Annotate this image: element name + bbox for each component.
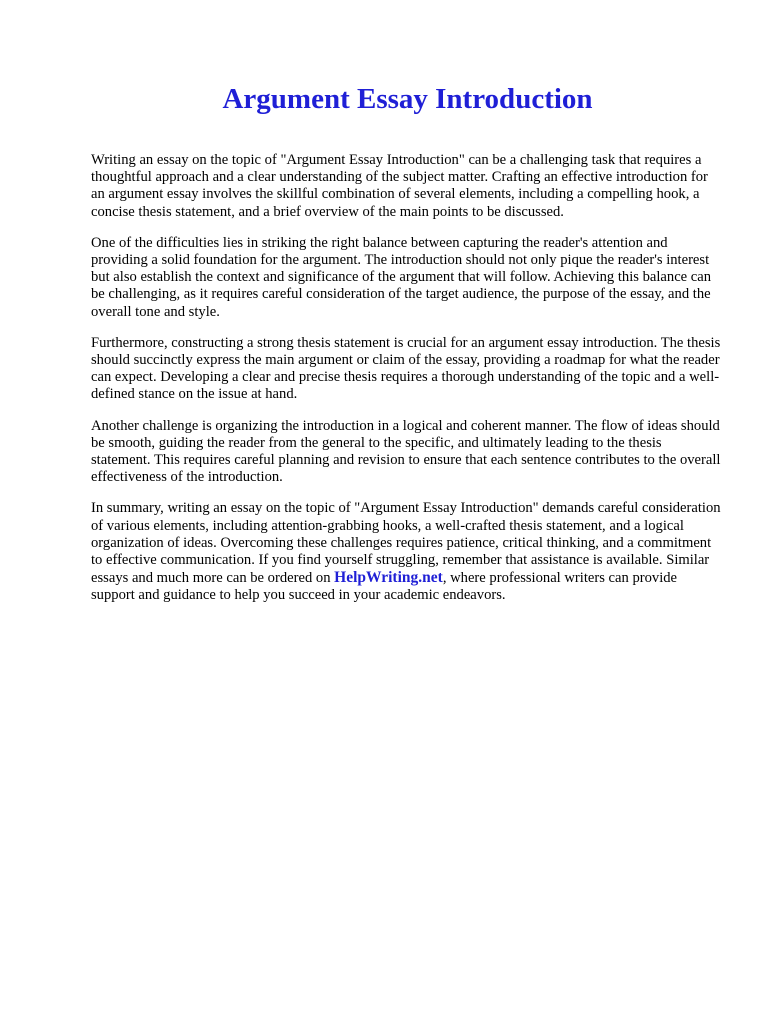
document-title: Argument Essay Introduction [222, 83, 593, 115]
summary-text-after-link: , where professional writers can provide support and guidance to help you succeed in your academic endeavors. [91, 570, 678, 604]
paragraph-2: One of the difficulties lies in striking the right balance between capturing the reader's attention and providing a solid foundation for the argument. The introduction should not only pique the reader's interest but also establish the context and significance of the argument that will follow. Achieving this balance can be challenging, as it requires careful consideration of the target audience, the purpose of the essay, and the overall tone and style. [91, 234, 712, 320]
paragraph-3: Furthermore, constructing a strong thesis statement is crucial for an argument essay introduction. The thesis should succinctly express the main argument or claim of the essay, providing a roadmap for what the reader can expect. Developing a clear and precise thesis requires a thorough understanding of the topic and a well-defined stance on the issue at hand. [91, 334, 721, 403]
summary-text-before-link: In summary, writing an essay on the topic of "Argument Essay Introduction" demands careful consideration of various elements, including attention-grabbing hooks, a well-crafted thesis statement, and a logical organization of ideas. Overcoming these challenges requires patience, critical thinking, and a commitment to effective communication. If you find yourself struggling, remember that assistance is available. Similar essays and much more can be ordered on [91, 500, 721, 587]
helpwriting-link[interactable]: HelpWriting.net [334, 569, 443, 587]
paragraph-4: Another challenge is organizing the introduction in a logical and coherent manner. The flow of ideas should be smooth, guiding the reader from the general to the specific, and ultimately leading to the thesis statement. This requires careful planning and revision to ensure that each sentence contributes to the overall effectiveness of the introduction. [91, 417, 721, 486]
summary-paragraph [91, 500, 724, 604]
paragraph-1: Writing an essay on the topic of "Argument Essay Introduction" can be a challenging task that requires a thoughtful approach and a clear understanding of the subject matter. Crafting an effective introduction for an argument essay involves the skillful combination of several elements, including a compelling hook, a concise thesis statement, and a brief overview of the main points to be discussed. [91, 152, 708, 220]
